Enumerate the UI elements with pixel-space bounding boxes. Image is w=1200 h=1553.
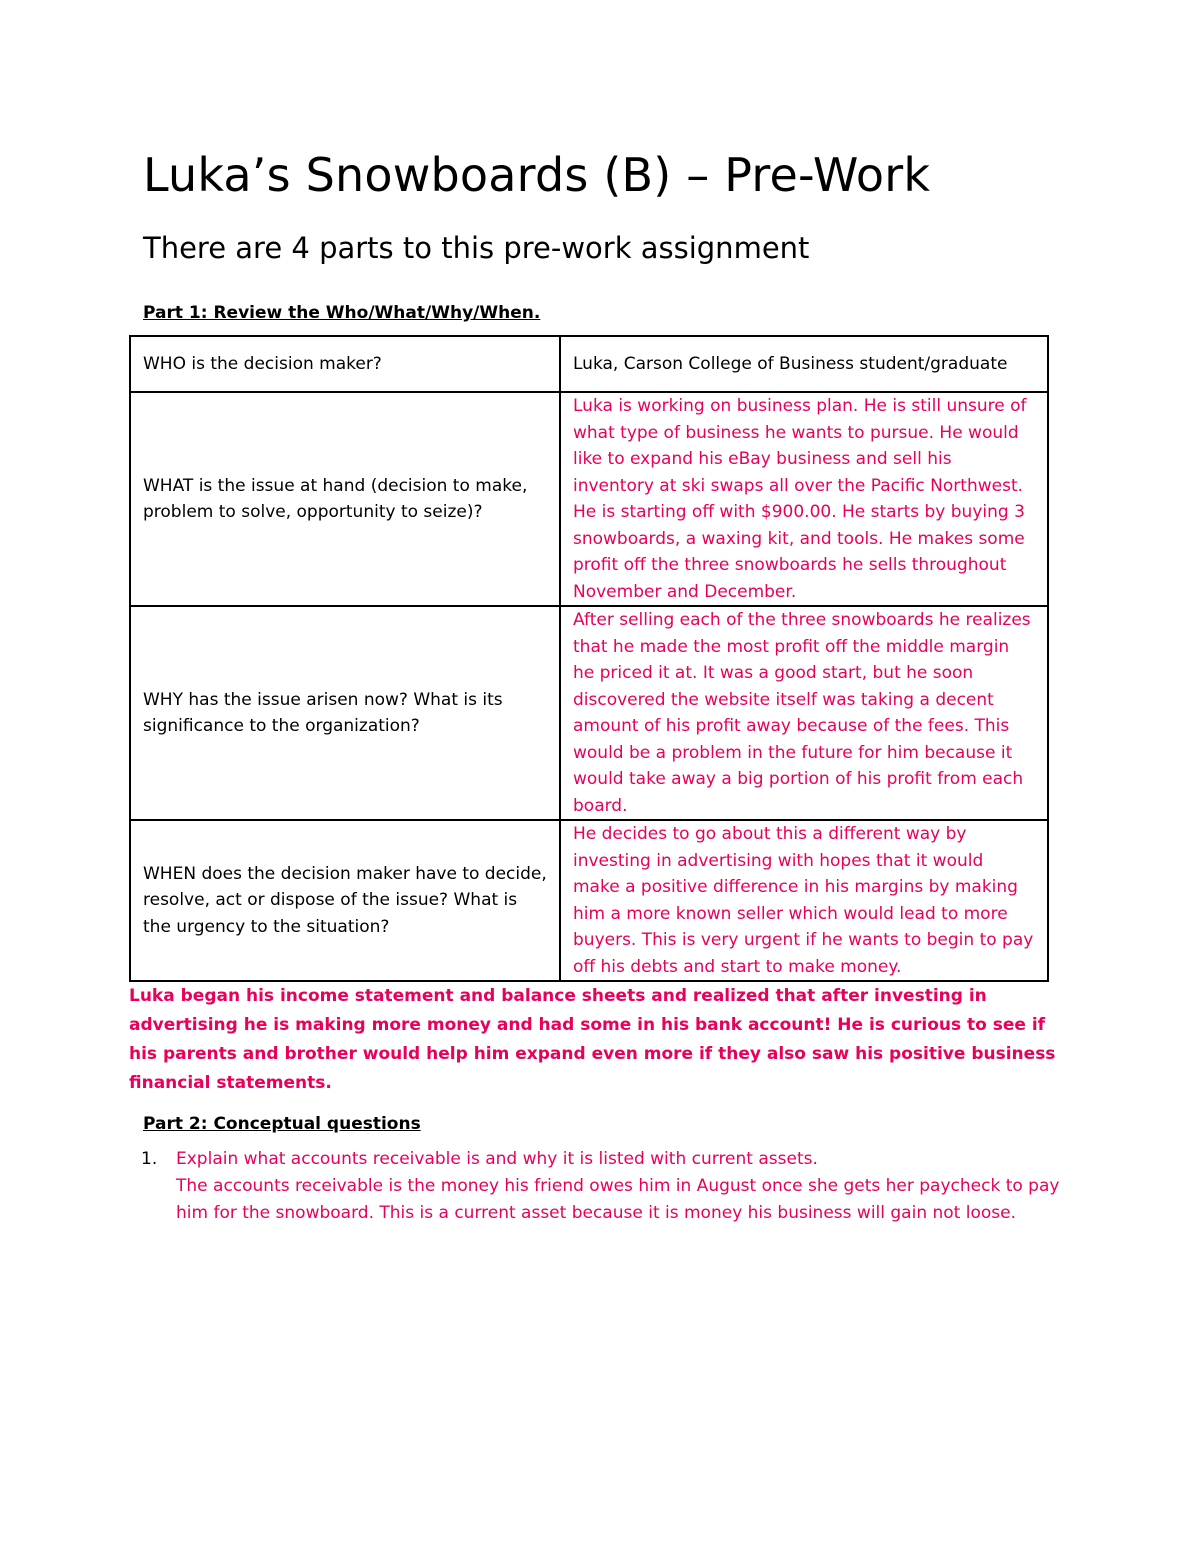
part1-heading: Part 1: Review the Who/What/Why/When. [143,303,541,323]
table-row-why [130,606,1048,820]
table-answer-when: He decides to go about this a different way by investing in advertising with hopes that it would make a positive difference in his margins by making him a more known seller which would lead to more buyers. This is very urgent if he wants to begin to pay off his debts and start to make money. [560,820,1048,981]
table-row-when [130,820,1048,981]
table-answer-what: Luka is working on business plan. He is still unsure of what type of business he wants to pursue. He would like to expand his eBay business and sell his inventory at ski swaps all over the Pacific Northwest. He is starting off with $900.00. He starts by buying 3 snowboards, a waxing kit, and tools. He makes some profit off the three snowboards he sells throughout November and December. [560,392,1048,606]
part2-heading: Part 2: Conceptual questions [143,1114,421,1134]
question-item [176,1146,1063,1227]
table-question-why: WHY has the issue arisen now? What is its significance to the organization? [130,606,560,820]
table-answer-who: Luka, Carson College of Business student/graduate [560,336,1048,392]
question-answer: The accounts receivable is the money his friend owes him in August once she gets her paycheck to pay him for the snowboard. This is a current asset because it is money his business will gain not loose. [176,1176,1060,1223]
document-page [129,140,1063,1227]
who-what-why-when-table [129,335,1049,982]
table-row-what [130,392,1048,606]
table-row-who [130,336,1048,392]
document-subtitle: There are 4 parts to this pre-work assignment [143,231,810,265]
table-question-who: WHO is the decision maker? [130,336,560,392]
table-question-what: WHAT is the issue at hand (decision to make, problem to solve, opportunity to seize)? [130,392,560,606]
question-number: 1. [141,1149,158,1169]
table-question-when: WHEN does the decision maker have to decide, resolve, act or dispose of the issue? What is the urgency to the situation? [130,820,560,981]
summary-paragraph: Luka began his income statement and balance sheets and realized that after investing in advertising he is making more money and had some in his bank account! He is curious to see if his parents and brother would help him expand even more if they also saw his positive business financial statements. [129,986,1056,1093]
question-list [143,1146,1063,1227]
table-answer-why: After selling each of the three snowboards he realizes that he made the most profit off the middle margin he priced it at. It was a good start, but he soon discovered the website itself was taking a decent amount of his profit away because of the fees. This would be a problem in the future for him because it would take away a big portion of his profit from each board. [560,606,1048,820]
question-text: Explain what accounts receivable is and why it is listed with current assets. [176,1149,818,1169]
document-title: Luka’s Snowboards (B) – Pre-Work [143,148,931,202]
